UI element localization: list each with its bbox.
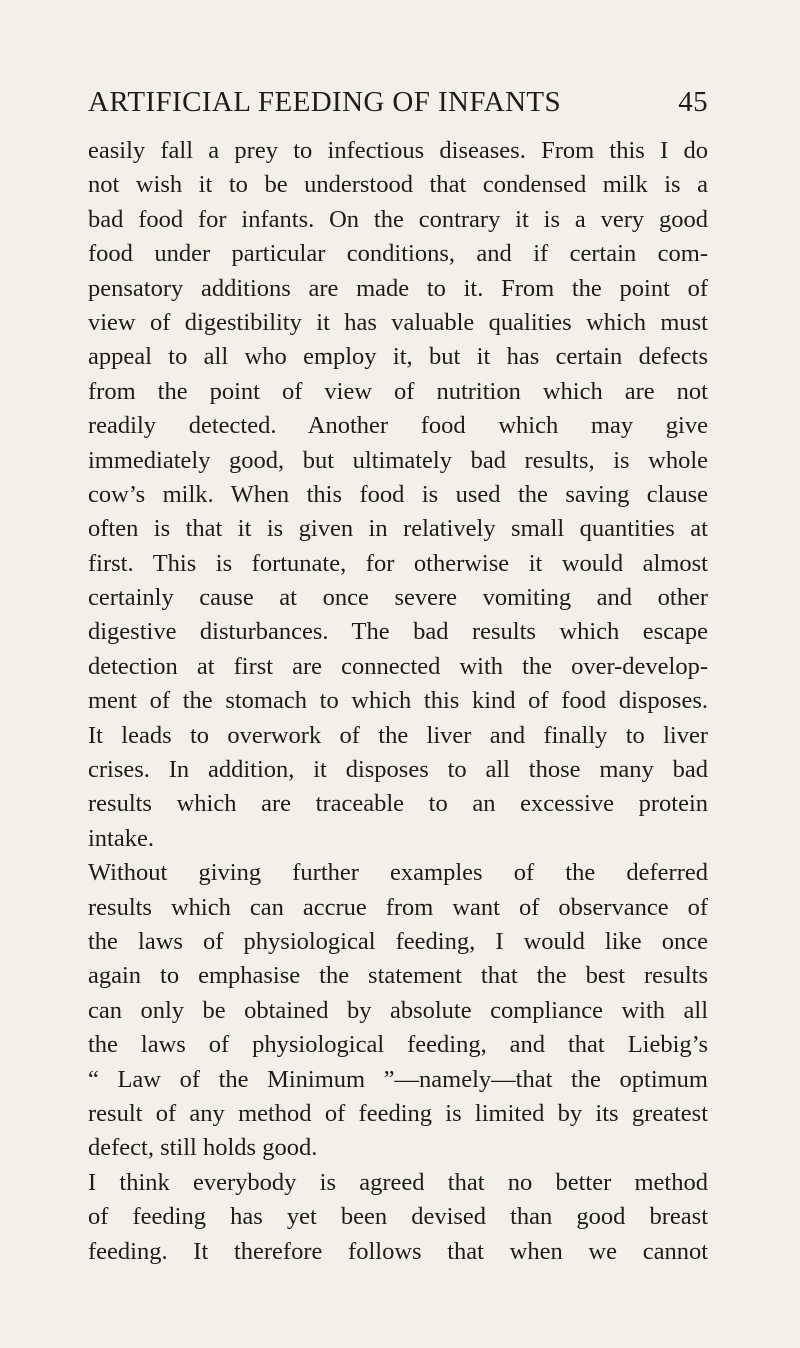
body-text (88, 134, 708, 1269)
text-line: digestive disturbances. The bad results which escape (88, 618, 708, 646)
text-line: results which can accrue from want of observance of (88, 893, 708, 921)
text-line: feeding. It therefore follows that when we cannot (88, 1237, 708, 1265)
text-line: of feeding has yet been devised than good breast (88, 1203, 708, 1231)
text-line: from the point of view of nutrition which are not (88, 377, 708, 405)
text-line: easily fall a prey to infectious diseases. From this I do (88, 137, 708, 164)
text-line: can only be obtained by absolute compliance with all (88, 996, 708, 1024)
text-line: certainly cause at once severe vomiting and other (88, 584, 708, 612)
text-line: readily detected. Another food which may give (88, 412, 708, 440)
text-line: crises. In addition, it disposes to all those many bad (88, 756, 708, 784)
text-line: pensatory additions are made to it. From the point of (88, 274, 708, 302)
running-head (88, 82, 708, 122)
text-line: detection at first are connected with the over-develop- (88, 652, 708, 680)
text-line: results which are traceable to an excessive protein (88, 790, 708, 818)
text-line-paragraph-end: defect, still holds good. (88, 1134, 318, 1162)
text-line: immediately good, but ultimately bad results, is whole (88, 446, 708, 474)
text-line: the laws of physiological feeding, I would like once (88, 927, 708, 955)
text-line-paragraph-start: I think everybody is agreed that no better method (88, 1168, 708, 1196)
text-line: It leads to overwork of the liver and finally to liver (88, 721, 708, 749)
text-line: food under particular conditions, and if certain com- (88, 240, 708, 268)
running-title: ARTIFICIAL FEEDING OF INFANTS (88, 86, 562, 118)
text-line: cow’s milk. When this food is used the saving clause (88, 480, 708, 508)
text-line-paragraph-end: intake. (88, 824, 154, 852)
text-line-paragraph-start: Without giving further examples of the deferred (88, 859, 708, 887)
text-line: often is that it is given in relatively small quantities at (88, 515, 708, 543)
text-line: “ Law of the Minimum ”—namely—that the optimum (88, 1065, 708, 1093)
text-line: ment of the stomach to which this kind of food disposes. (88, 687, 708, 715)
text-line: view of digestibility it has valuable qualities which must (88, 308, 708, 336)
text-line: first. This is fortunate, for otherwise it would almost (88, 549, 708, 577)
text-line: bad food for infants. On the contrary it is a very good (88, 205, 708, 233)
text-line: again to emphasise the statement that the best results (88, 962, 708, 990)
text-line: the laws of physiological feeding, and that Liebig’s (88, 1031, 708, 1059)
text-line: result of any method of feeding is limited by its greatest (88, 1099, 708, 1127)
text-line: not wish it to be understood that condensed milk is a (88, 171, 708, 199)
page-number: 45 (678, 86, 708, 118)
text-line: appeal to all who employ it, but it has certain defects (88, 343, 708, 371)
